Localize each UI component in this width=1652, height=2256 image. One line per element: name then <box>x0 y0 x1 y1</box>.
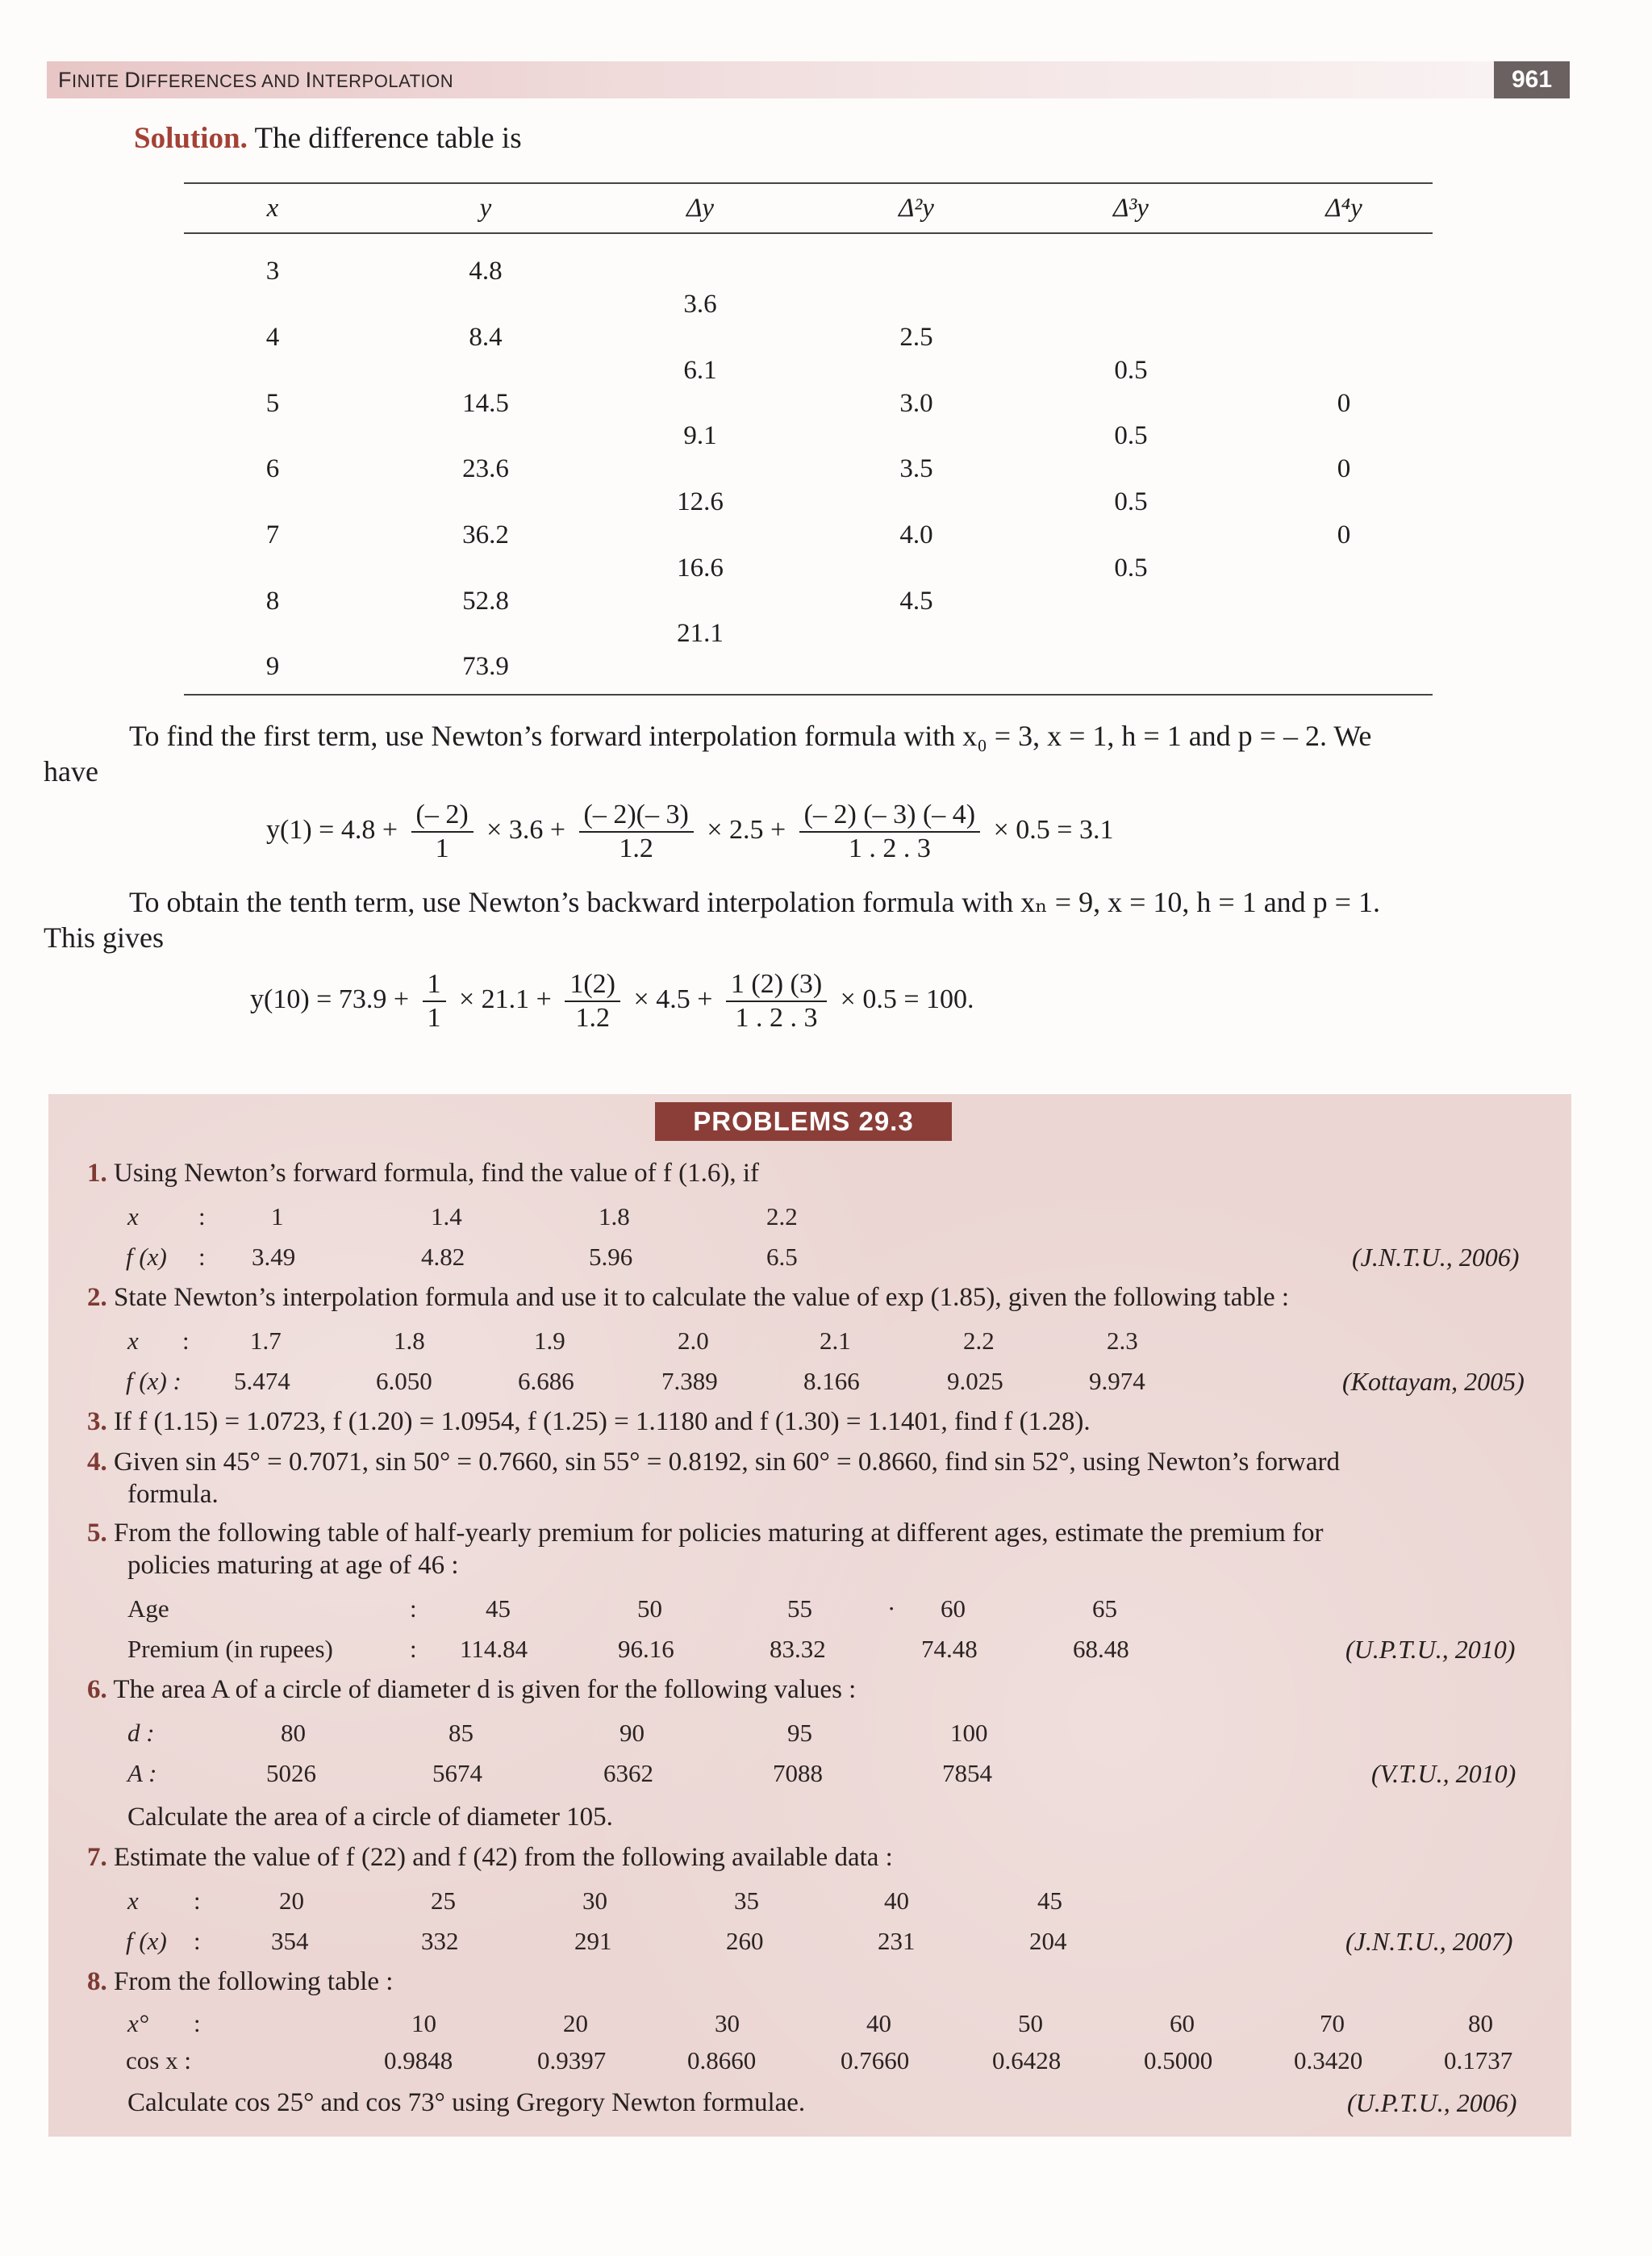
table-cell: 1.7 <box>250 1326 282 1355</box>
table-cell: 2.3 <box>1107 1326 1138 1355</box>
table-cell: 6362 <box>603 1759 653 1787</box>
table-cell: 95 <box>787 1719 812 1747</box>
table-cell: 0.1737 <box>1444 2046 1513 2074</box>
problem-2: 2. State Newton’s interpolation formula and use it to calculate the value of exp (1.85), given the following table : <box>87 1283 1290 1312</box>
table-cell: 5026 <box>266 1759 316 1787</box>
table-cell: 1.8 <box>394 1326 425 1355</box>
col-header-d4y: Δ⁴y <box>1325 194 1362 223</box>
table-cell: 0 <box>1337 454 1351 483</box>
table-cell: 0.3420 <box>1294 2046 1363 2074</box>
table-cell: 5.474 <box>234 1367 290 1395</box>
table-cell: 80 <box>281 1719 306 1747</box>
table-top-rule <box>184 182 1433 184</box>
table-cell: 50 <box>1018 2009 1043 2037</box>
problem-2-reference: (Kottayam, 2005) <box>1342 1367 1525 1396</box>
table-cell: 8.4 <box>469 323 503 352</box>
col-header-d3y: Δ³y <box>1113 194 1149 223</box>
problem-8: 8. From the following table : <box>87 1967 394 1996</box>
table-cell: 6.050 <box>376 1367 432 1395</box>
table-cell: 50 <box>637 1594 662 1623</box>
table-cell: 2.5 <box>899 323 933 352</box>
table-cell: 20 <box>563 2009 588 2037</box>
table-cell: d : <box>127 1719 155 1747</box>
table-cell: : <box>194 1886 201 1915</box>
table-cell: 6 <box>265 454 280 483</box>
table-cell: · <box>887 1594 896 1623</box>
table-cell: 74.48 <box>921 1635 978 1663</box>
table-cell: 20 <box>279 1886 304 1915</box>
table-cell: 14.5 <box>462 389 509 418</box>
table-cell: 5 <box>265 389 280 418</box>
problem-5: 5. From the following table of half-yearly premium for policies maturing at different ages, estimate the premium for <box>87 1519 1324 1548</box>
problem-7: 7. Estimate the value of f (22) and f (42) from the following available data : <box>87 1843 893 1872</box>
running-header: FINITE DIFFERENCES AND INTERPOLATION <box>58 68 454 92</box>
table-cell: 45 <box>1037 1886 1062 1915</box>
table-cell: : <box>194 2009 201 2037</box>
table-cell: 12.6 <box>677 487 724 516</box>
solution-intro: Solution. The difference table is <box>134 122 522 155</box>
table-cell: 100 <box>950 1719 988 1747</box>
table-cell: 5674 <box>432 1759 482 1787</box>
table-cell: : <box>198 1243 206 1271</box>
table-cell: 23.6 <box>462 454 509 483</box>
paragraph-forward: To find the first term, use Newton’s forward interpolation formula with x₀ = 3, x = 1, h = 1 and p = – 2. We <box>129 720 1372 752</box>
problem-6-reference: (V.T.U., 2010) <box>1371 1759 1516 1788</box>
table-cell: 2.0 <box>678 1326 709 1355</box>
table-cell: : <box>410 1635 417 1663</box>
table-cell: 9.1 <box>683 421 717 450</box>
table-cell: 4.8 <box>469 257 503 286</box>
paragraph-backward-cont: This gives <box>44 921 164 954</box>
table-bottom-rule <box>184 694 1433 696</box>
table-cell: 3.5 <box>899 454 933 483</box>
table-cell: 0.6428 <box>992 2046 1062 2074</box>
equation-forward: y(1) = 4.8 + $\frac{(- 2)}{1}$ × 3.6 + $\frac{(- 2)(- 3)}{1.2}$ × 2.5 + $\frac{(- 2) (- 3) (- 4)}{1 . 2 . 3}$ × 0.5 = 3.1 <box>266 800 1114 863</box>
table-cell: 0.8660 <box>687 2046 757 2074</box>
problem-6-cont: Calculate the area of a circle of diameter 105. <box>127 1803 613 1832</box>
table-cell: 8 <box>265 587 280 616</box>
problem-4-cont: formula. <box>127 1480 219 1509</box>
table-header-rule <box>184 232 1433 234</box>
problem-3: 3. If f (1.15) = 1.0723, f (1.20) = 1.0954, f (1.25) = 1.1180 and f (1.30) = 1.1401, find f (1.28). <box>87 1407 1091 1436</box>
table-cell: f (x) <box>126 1927 167 1955</box>
table-cell: 68.48 <box>1073 1635 1129 1663</box>
table-cell: 21.1 <box>677 619 724 648</box>
problems-title: PROBLEMS 29.3 <box>655 1102 952 1141</box>
table-cell: f (x) : <box>126 1367 181 1395</box>
table-cell: 40 <box>866 2009 891 2037</box>
problem-1-reference: (J.N.T.U., 2006) <box>1352 1243 1520 1272</box>
table-cell: 80 <box>1468 2009 1493 2037</box>
table-cell: 0.7660 <box>841 2046 910 2074</box>
table-cell: 1.8 <box>599 1202 630 1230</box>
table-cell: 96.16 <box>618 1635 674 1663</box>
table-cell: 114.84 <box>460 1635 528 1663</box>
table-cell: : <box>198 1202 206 1230</box>
table-cell: 30 <box>582 1886 607 1915</box>
table-cell: 204 <box>1029 1927 1067 1955</box>
table-cell: 7.389 <box>661 1367 718 1395</box>
table-cell: 9 <box>265 652 280 681</box>
table-cell: 8.166 <box>803 1367 860 1395</box>
table-cell: 45 <box>486 1594 511 1623</box>
table-cell: x <box>127 1202 139 1230</box>
table-cell: 52.8 <box>462 587 509 616</box>
table-cell: 6.1 <box>683 356 717 385</box>
table-cell: 16.6 <box>677 554 724 583</box>
table-cell: 7088 <box>773 1759 823 1787</box>
col-header-d2y: Δ²y <box>899 194 934 223</box>
table-cell: 0 <box>1337 389 1351 418</box>
table-cell: 332 <box>421 1927 459 1955</box>
table-cell: 65 <box>1092 1594 1117 1623</box>
table-cell: x° <box>127 2009 149 2037</box>
table-cell: : <box>410 1594 417 1623</box>
table-cell: 6.686 <box>518 1367 574 1395</box>
table-cell: 4 <box>265 323 280 352</box>
table-cell: x <box>127 1886 139 1915</box>
col-header-dy: Δy <box>686 194 715 223</box>
table-cell: 9.974 <box>1089 1367 1145 1395</box>
table-cell: 60 <box>941 1594 966 1623</box>
table-cell: 0.5 <box>1114 356 1148 385</box>
paragraph-backward: To obtain the tenth term, use Newton’s backward interpolation formula with xₙ = 9, x = 10, h = 1 and p = 1. <box>129 886 1380 918</box>
table-cell: f (x) <box>126 1243 167 1271</box>
problem-6: 6. The area A of a circle of diameter d is given for the following values : <box>87 1675 857 1704</box>
table-cell: 3.0 <box>899 389 933 418</box>
table-cell: 0.5 <box>1114 421 1148 450</box>
table-cell: 0.5000 <box>1144 2046 1213 2074</box>
problem-1: 1. Using Newton’s forward formula, find the value of f (1.6), if <box>87 1159 760 1188</box>
table-cell: 2.2 <box>766 1202 798 1230</box>
table-cell: 5.96 <box>589 1243 633 1271</box>
table-cell: 2.2 <box>963 1326 995 1355</box>
table-cell: 0.5 <box>1114 487 1148 516</box>
col-header-y: y <box>479 194 492 223</box>
table-cell: 9.025 <box>947 1367 1003 1395</box>
paragraph-forward-cont: have <box>44 755 98 788</box>
table-cell: 1.4 <box>431 1202 462 1230</box>
table-cell: 35 <box>734 1886 759 1915</box>
problem-8-cont: Calculate cos 25° and cos 73° using Gregory Newton formulae. <box>127 2088 806 2117</box>
table-cell: 3.6 <box>683 290 717 319</box>
problem-8-reference: (U.P.T.U., 2006) <box>1347 2088 1517 2117</box>
table-cell: : <box>182 1326 190 1355</box>
table-cell: 73.9 <box>462 652 509 681</box>
table-cell: 354 <box>271 1927 309 1955</box>
table-cell: Age <box>127 1594 169 1623</box>
table-cell: 83.32 <box>770 1635 826 1663</box>
problem-7-reference: (J.N.T.U., 2007) <box>1345 1927 1513 1956</box>
table-cell: : <box>194 1927 201 1955</box>
page-number: 961 <box>1494 61 1570 98</box>
table-cell: 55 <box>787 1594 812 1623</box>
table-cell: 6.5 <box>766 1243 798 1271</box>
table-cell: 7854 <box>942 1759 992 1787</box>
table-cell: 1 <box>271 1202 284 1230</box>
col-header-x: x <box>266 194 279 223</box>
table-cell: 260 <box>726 1927 764 1955</box>
equation-backward: y(10) = 73.9 + $\frac{1}{1}$ × 21.1 + $\frac{1(2)}{1.2}$ × 4.5 + $\frac{1 (2) (3)}{1 . 2 . 3}$ × 0.5 = 100. <box>250 969 974 1033</box>
table-cell: 25 <box>431 1886 456 1915</box>
table-cell: 4.0 <box>899 520 933 549</box>
table-cell: 4.5 <box>899 587 933 616</box>
table-cell: 291 <box>574 1927 612 1955</box>
table-cell: 3 <box>265 257 280 286</box>
table-cell: Premium (in rupees) <box>127 1635 333 1663</box>
table-cell: 40 <box>884 1886 909 1915</box>
table-cell: 36.2 <box>462 520 509 549</box>
table-cell: 231 <box>878 1927 916 1955</box>
table-cell: 7 <box>265 520 280 549</box>
problem-5-cont: policies maturing at age of 46 : <box>127 1551 459 1580</box>
table-cell: 4.82 <box>421 1243 465 1271</box>
table-cell: x <box>127 1326 139 1355</box>
table-cell: 60 <box>1170 2009 1195 2037</box>
table-cell: 30 <box>715 2009 740 2037</box>
table-cell: 1.9 <box>534 1326 565 1355</box>
table-cell: 10 <box>411 2009 436 2037</box>
table-cell: 0.5 <box>1114 554 1148 583</box>
table-cell: 2.1 <box>820 1326 851 1355</box>
table-cell: 70 <box>1320 2009 1345 2037</box>
table-cell: A : <box>127 1759 157 1787</box>
problem-4: 4. Given sin 45° = 0.7071, sin 50° = 0.7660, sin 55° = 0.8192, sin 60° = 0.8660, find sin 52°, using Newton’s forward <box>87 1448 1340 1477</box>
table-cell: 85 <box>448 1719 473 1747</box>
table-cell: 3.49 <box>252 1243 296 1271</box>
table-cell: 0.9397 <box>537 2046 607 2074</box>
table-cell: 0 <box>1337 520 1351 549</box>
table-cell: 90 <box>620 1719 645 1747</box>
table-cell: 0.9848 <box>384 2046 453 2074</box>
table-cell: cos x : <box>126 2046 191 2074</box>
problem-5-reference: (U.P.T.U., 2010) <box>1345 1635 1516 1664</box>
